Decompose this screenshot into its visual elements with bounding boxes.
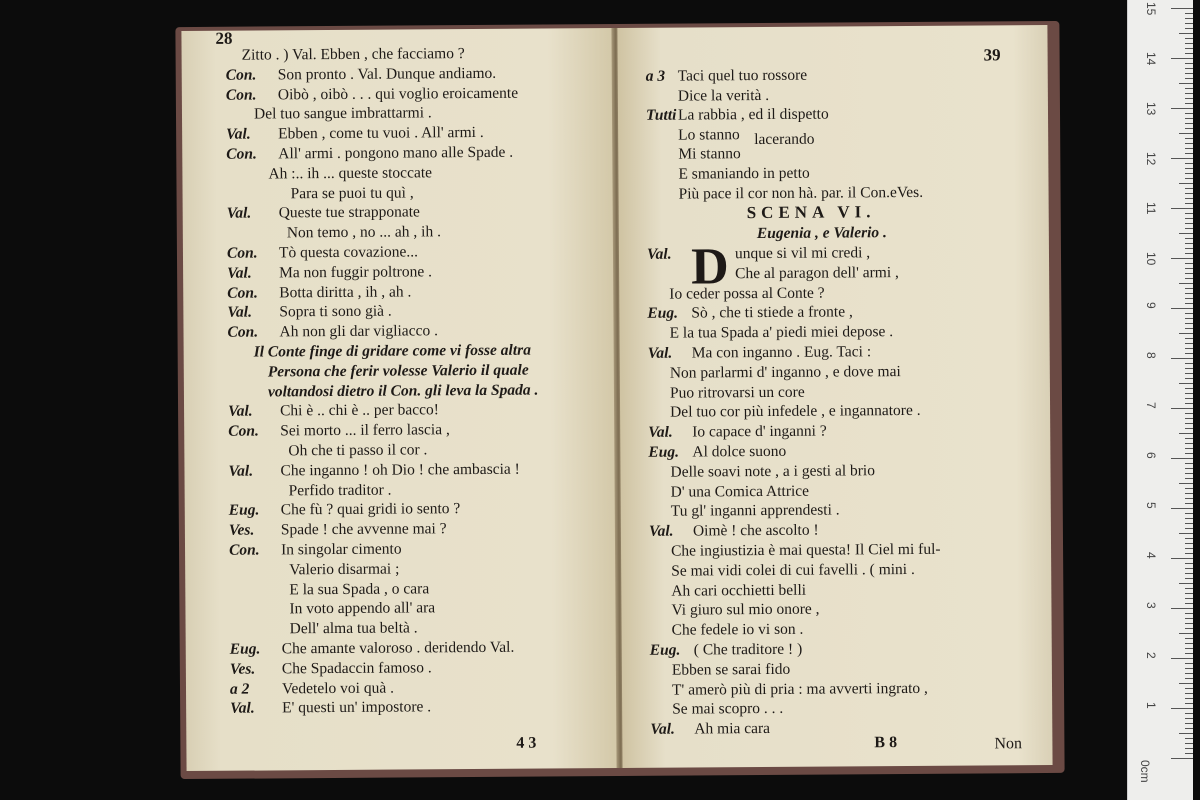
ruler-tick xyxy=(1185,343,1193,344)
ruler-tick xyxy=(1185,253,1193,254)
verse-line: Mi stanno xyxy=(678,145,741,163)
ruler-number: 2 xyxy=(1144,652,1158,659)
ruler-tick xyxy=(1185,413,1193,414)
ruler-tick xyxy=(1185,198,1193,199)
ruler-tick xyxy=(1179,133,1193,134)
ruler-tick xyxy=(1185,738,1193,739)
speaker-label: Ves. xyxy=(228,521,255,539)
verse-line: Che fedele io vi son . xyxy=(671,620,804,639)
ruler-tick xyxy=(1185,223,1193,224)
dropcap-letter: D xyxy=(690,238,729,296)
ruler-tick xyxy=(1171,158,1193,159)
speaker-label: Eug. xyxy=(228,501,260,520)
ruler-number: 15 xyxy=(1144,2,1158,16)
ruler-tick xyxy=(1185,428,1193,429)
verse-line: Tu gl' inganni apprendesti . xyxy=(670,501,840,521)
ruler-tick xyxy=(1185,468,1193,469)
ruler-number: 9 xyxy=(1144,302,1158,309)
ruler-tick xyxy=(1185,538,1193,539)
ruler-tick xyxy=(1185,548,1193,549)
ruler-tick xyxy=(1179,483,1193,484)
ruler-tick xyxy=(1185,43,1193,44)
ruler-tick xyxy=(1185,653,1193,654)
ruler-tick xyxy=(1185,193,1193,194)
speaker-label: Eug. xyxy=(648,443,680,461)
ruler-tick xyxy=(1185,698,1193,699)
ruler-tick xyxy=(1185,488,1193,489)
ruler-tick xyxy=(1171,658,1193,659)
ruler-tick xyxy=(1185,13,1193,14)
speaker-label: Con. xyxy=(225,86,257,104)
verse-line: Io ceder possa al Conte ? xyxy=(669,284,825,303)
speaker-label: Con. xyxy=(227,323,259,341)
ruler-tick xyxy=(1185,78,1193,79)
ruler-tick xyxy=(1185,23,1193,24)
ruler-tick xyxy=(1185,318,1193,319)
verse-line: Ebben se sarai fido xyxy=(671,660,791,679)
ruler-tick xyxy=(1171,708,1193,709)
verse-line: Sopra ti sono già . xyxy=(279,302,392,321)
ruler-tick xyxy=(1185,263,1193,264)
speaker-label: a 2 xyxy=(229,680,250,698)
speaker-label: Con. xyxy=(226,244,258,262)
verse-line: Delle soavi note , a i gesti al brio xyxy=(670,462,876,481)
ruler-number: 4 xyxy=(1144,552,1158,559)
ruler-tick xyxy=(1185,313,1193,314)
ruler-tick xyxy=(1185,218,1193,219)
verse-line: In singolar cimento xyxy=(280,540,402,559)
verse-line: Il Conte finge di gridare come vi fosse altra xyxy=(253,341,531,361)
ruler-tick xyxy=(1185,618,1193,619)
ruler-tick xyxy=(1185,18,1193,19)
verse-line: Dice la verità . xyxy=(677,86,770,105)
ruler-tick xyxy=(1185,123,1193,124)
ruler-tick xyxy=(1185,63,1193,64)
verse-line: Del tuo cor più infedele , e ingannatore . xyxy=(670,402,921,422)
ruler-tick xyxy=(1185,498,1193,499)
ruler-tick xyxy=(1185,68,1193,69)
verse-line: Oimè ! che ascolto ! xyxy=(692,521,819,540)
ruler-tick xyxy=(1185,613,1193,614)
ruler-tick xyxy=(1171,8,1193,9)
speaker-label: Ves. xyxy=(229,660,256,678)
ruler-tick xyxy=(1185,128,1193,129)
speaker-label: Con. xyxy=(228,541,260,559)
ruler-tick xyxy=(1171,608,1193,609)
ruler-tick xyxy=(1171,308,1193,309)
ruler-tick xyxy=(1179,433,1193,434)
verse-line: Ah mia cara xyxy=(694,720,771,738)
ruler-tick xyxy=(1185,203,1193,204)
ruler-tick xyxy=(1185,553,1193,554)
ruler-tick xyxy=(1185,668,1193,669)
verse-line: Che inganno ! oh Dio ! che ambascia ! xyxy=(280,460,520,480)
verse-line: Queste tue strapponate xyxy=(278,203,420,222)
verse-line: La rabbia , ed il dispetto xyxy=(677,105,829,124)
right-page-signature: B 8 xyxy=(874,734,898,752)
ruler-tick xyxy=(1185,163,1193,164)
ruler-tick xyxy=(1171,358,1193,359)
ruler-tick xyxy=(1185,323,1193,324)
ruler-tick xyxy=(1185,338,1193,339)
ruler-tick xyxy=(1185,463,1193,464)
ruler-tick xyxy=(1185,418,1193,419)
ruler-tick xyxy=(1185,743,1193,744)
verse-line: Che ingiustizia è mai questa! Il Ciel mi ful- xyxy=(670,540,941,560)
ruler-tick xyxy=(1185,378,1193,379)
ruler-tick xyxy=(1185,153,1193,154)
verse-line: unque si vil mi credi , xyxy=(734,244,871,263)
ruler-tick xyxy=(1179,583,1193,584)
speaker-label: Val. xyxy=(227,303,253,322)
ruler-number: 7 xyxy=(1144,402,1158,409)
scene-characters: Eugenia , e Valerio . xyxy=(756,224,887,243)
ruler-tick xyxy=(1171,508,1193,509)
ruler-tick xyxy=(1179,83,1193,84)
ruler-tick xyxy=(1185,93,1193,94)
ruler-tick xyxy=(1185,28,1193,29)
verse-line: Para se puoi tu quì , xyxy=(290,184,414,202)
ruler-tick xyxy=(1185,148,1193,149)
ruler-tick xyxy=(1171,458,1193,459)
ruler-tick xyxy=(1185,663,1193,664)
lacerando-word: lacerando xyxy=(754,130,815,149)
ruler-tick xyxy=(1185,563,1193,564)
speaker-label: Val. xyxy=(226,125,251,143)
verse-line: Persona che ferir volesse Valerio il quale xyxy=(267,361,529,381)
speaker-label: Con. xyxy=(226,145,257,163)
ruler-tick xyxy=(1185,598,1193,599)
ruler-tick xyxy=(1185,753,1193,754)
ruler-tick xyxy=(1185,593,1193,594)
verse-line: In voto appendo all' ara xyxy=(289,599,436,618)
verse-line: Se mai vidi colei di cui favelli . ( mini . xyxy=(671,560,915,580)
ruler-tick xyxy=(1185,443,1193,444)
verse-line: voltandosi dietro il Con. gli leva la Spada . xyxy=(267,381,539,401)
verse-line: E' questi un' impostore . xyxy=(282,698,432,717)
ruler-tick xyxy=(1185,98,1193,99)
verse-line: Vi giuro sul mio onore , xyxy=(671,601,820,620)
ruler-tick xyxy=(1185,248,1193,249)
ruler-tick xyxy=(1185,493,1193,494)
speaker-label: Tutti xyxy=(645,106,677,124)
speaker-label: Con. xyxy=(225,66,257,84)
verse-line: Io capace d' inganni ? xyxy=(692,422,827,441)
verse-line: Chi è .. chi è .. per bacco! xyxy=(280,401,439,420)
ruler-number: 14 xyxy=(1144,52,1158,66)
ruler-tick xyxy=(1185,518,1193,519)
ruler-tick xyxy=(1185,243,1193,244)
ruler-tick xyxy=(1185,73,1193,74)
verse-line: Ah :.. ih ... queste stoccate xyxy=(268,164,433,183)
verse-line: Valerio disarmai ; xyxy=(289,560,400,579)
ruler-tick xyxy=(1185,678,1193,679)
speaker-label: Val. xyxy=(230,699,255,718)
verse-line: D' una Comica Attrice xyxy=(670,482,810,501)
ruler-tick xyxy=(1171,208,1193,209)
ruler-tick xyxy=(1185,478,1193,479)
right-page-number: 39 xyxy=(983,45,1001,65)
ruler-tick xyxy=(1185,373,1193,374)
ruler-tick xyxy=(1185,293,1193,294)
verse-line: Ma con inganno . Eug. Taci : xyxy=(691,343,872,362)
ruler-tick xyxy=(1185,423,1193,424)
scene-title: SCENA VI. xyxy=(746,202,876,223)
measuring-ruler xyxy=(1127,0,1193,800)
ruler-tick xyxy=(1185,728,1193,729)
ruler-tick xyxy=(1179,183,1193,184)
ruler-tick xyxy=(1185,48,1193,49)
ruler-tick xyxy=(1185,693,1193,694)
ruler-tick xyxy=(1185,513,1193,514)
verse-line: Lo stanno xyxy=(678,125,740,144)
ruler-tick xyxy=(1179,283,1193,284)
ruler-tick xyxy=(1185,173,1193,174)
ruler-tick xyxy=(1185,113,1193,114)
ruler-tick xyxy=(1185,438,1193,439)
catchword: Non xyxy=(994,735,1023,753)
ruler-tick xyxy=(1185,138,1193,139)
ruler-tick xyxy=(1179,383,1193,384)
verse-line: Son pronto . Val. Dunque andiamo. xyxy=(277,64,497,84)
verse-line: Dell' alma tua beltà . xyxy=(289,619,418,638)
ruler-tick xyxy=(1185,748,1193,749)
ruler-tick xyxy=(1185,298,1193,299)
verse-line: Vedetelo voi quà . xyxy=(281,679,394,697)
ruler-tick xyxy=(1185,638,1193,639)
ruler-tick xyxy=(1185,88,1193,89)
ruler-tick xyxy=(1185,328,1193,329)
speaker-label: Eug. xyxy=(229,640,261,658)
ruler-tick xyxy=(1185,643,1193,644)
verse-line: Sei morto ... il ferro lascia , xyxy=(280,421,450,440)
verse-line: Che fù ? quai gridi io sento ? xyxy=(280,500,461,519)
ruler-tick xyxy=(1185,603,1193,604)
ruler-tick xyxy=(1185,268,1193,269)
ruler-number: 12 xyxy=(1144,152,1158,166)
ruler-tick xyxy=(1185,273,1193,274)
ruler-tick xyxy=(1185,168,1193,169)
verse-line: Ah non gli dar vigliacco . xyxy=(279,322,438,341)
ruler-number: 11 xyxy=(1144,202,1158,215)
ruler-tick xyxy=(1185,353,1193,354)
ruler-tick xyxy=(1185,188,1193,189)
verse-line: Spade ! che avvenne mai ? xyxy=(280,520,447,539)
verse-line: Oibò , oibò . . . qui voglio eroicamente xyxy=(277,84,519,103)
ruler-tick xyxy=(1171,408,1193,409)
ruler-number: 1 xyxy=(1144,702,1158,709)
ruler-tick xyxy=(1185,213,1193,214)
ruler-unit: 0cm xyxy=(1138,760,1152,783)
ruler-tick xyxy=(1185,403,1193,404)
verse-line: Tò questa covazione... xyxy=(278,243,419,262)
verse-line: Che al paragon dell' armi , xyxy=(735,263,899,282)
ruler-tick xyxy=(1171,108,1193,109)
ruler-tick xyxy=(1179,533,1193,534)
left-page-signature: 4 3 xyxy=(516,734,537,752)
ruler-number: 8 xyxy=(1144,352,1158,359)
ruler-tick xyxy=(1185,228,1193,229)
ruler-tick xyxy=(1185,238,1193,239)
ruler-tick xyxy=(1185,718,1193,719)
verse-line: Botta diritta , ih , ah . xyxy=(279,283,412,301)
verse-line: Del tuo sangue imbrattarmi . xyxy=(253,104,432,123)
verse-line: Che Spadaccin famoso . xyxy=(281,659,432,678)
verse-line: Oh che ti passo il cor . xyxy=(288,441,428,460)
left-page-number: 28 xyxy=(215,28,233,48)
verse-line: E la tua Spada a' piedi miei depose . xyxy=(669,323,894,342)
speaker-label: Val. xyxy=(647,344,673,362)
verse-line: Puo ritrovarsi un core xyxy=(669,383,805,402)
ruler-tick xyxy=(1185,398,1193,399)
speaker-label: Val. xyxy=(646,245,672,263)
verse-line: E smaniando in petto xyxy=(678,164,810,183)
ruler-tick xyxy=(1185,368,1193,369)
ruler-tick xyxy=(1185,703,1193,704)
verse-line: Ah cari occhietti belli xyxy=(671,581,807,600)
ruler-tick xyxy=(1185,348,1193,349)
speaker-label: Val. xyxy=(648,522,674,540)
ruler-tick xyxy=(1185,713,1193,714)
ruler-tick xyxy=(1185,543,1193,544)
ruler-tick xyxy=(1185,673,1193,674)
ruler-tick xyxy=(1185,38,1193,39)
ruler-tick xyxy=(1185,53,1193,54)
ruler-tick xyxy=(1185,278,1193,279)
speaker-label: Val. xyxy=(227,264,252,282)
ruler-number: 6 xyxy=(1144,452,1158,459)
verse-line: Non parlarmi d' inganno , e dove mai xyxy=(669,362,901,382)
ruler-tick xyxy=(1185,528,1193,529)
ruler-tick xyxy=(1179,633,1193,634)
ruler-tick xyxy=(1185,588,1193,589)
ruler-tick xyxy=(1185,503,1193,504)
ruler-number: 10 xyxy=(1144,252,1158,266)
verse-line: Taci quel tuo rossore xyxy=(677,66,808,85)
ruler-number: 3 xyxy=(1144,602,1158,609)
ruler-tick xyxy=(1185,453,1193,454)
verse-line: Se mai scopro . . . xyxy=(672,700,784,719)
ruler-tick xyxy=(1185,523,1193,524)
ruler-number: 13 xyxy=(1144,102,1158,116)
verse-line: Sò , che ti stiede a fronte , xyxy=(691,303,853,322)
ruler-tick xyxy=(1185,178,1193,179)
ruler-number: 5 xyxy=(1144,502,1158,509)
verse-line: Che amante valoroso . deridendo Val. xyxy=(281,638,515,658)
ruler-tick xyxy=(1185,578,1193,579)
verse-line: ( Che traditore ! ) xyxy=(693,640,803,659)
ruler-tick xyxy=(1185,628,1193,629)
ruler-tick xyxy=(1185,573,1193,574)
speaker-label: Val. xyxy=(648,423,673,441)
ruler-tick xyxy=(1185,568,1193,569)
speaker-label: Val. xyxy=(226,204,252,223)
left-page xyxy=(181,28,618,771)
verse-line: Al dolce suono xyxy=(692,442,787,461)
ruler-tick xyxy=(1171,758,1193,759)
ruler-tick xyxy=(1179,333,1193,334)
ruler-tick xyxy=(1171,258,1193,259)
ruler-tick xyxy=(1185,473,1193,474)
verse-line: E la sua Spada , o cara xyxy=(289,579,430,598)
ruler-tick xyxy=(1185,288,1193,289)
ruler-tick xyxy=(1185,393,1193,394)
speaker-label: Con. xyxy=(227,284,258,302)
verse-line: Più pace il cor non hà. par. il Con.eVes. xyxy=(678,183,924,203)
ruler-tick xyxy=(1185,648,1193,649)
ruler-tick xyxy=(1179,33,1193,34)
verse-line: Non temo , no ... ah , ih . xyxy=(286,223,442,242)
ruler-tick xyxy=(1179,733,1193,734)
ruler-tick xyxy=(1185,143,1193,144)
ruler-tick xyxy=(1179,683,1193,684)
ruler-tick xyxy=(1171,58,1193,59)
right-page xyxy=(617,25,1052,768)
verse-line: T' amerò più di pria : ma avverti ingrato , xyxy=(671,679,928,699)
open-book xyxy=(175,21,1064,779)
verse-line: Zitto . ) Val. Ebben , che facciamo ? xyxy=(241,45,465,64)
ruler-tick xyxy=(1185,363,1193,364)
speaker-label: Val. xyxy=(650,720,675,738)
ruler-tick xyxy=(1185,103,1193,104)
verse-line: All' armi . pongono mano alle Spade . xyxy=(278,143,514,163)
speaker-label: Val. xyxy=(228,462,254,480)
ruler-tick xyxy=(1185,448,1193,449)
ruler-tick xyxy=(1185,723,1193,724)
verse-line: Ma non fuggir poltrone . xyxy=(279,263,432,282)
ruler-tick xyxy=(1185,688,1193,689)
ruler-tick xyxy=(1185,388,1193,389)
speaker-label: Val. xyxy=(228,402,253,421)
ruler-tick xyxy=(1185,623,1193,624)
speaker-label: Eug. xyxy=(647,304,679,323)
speaker-label: Con. xyxy=(228,422,259,440)
ruler-tick xyxy=(1185,118,1193,119)
verse-line: Perfido traditor . xyxy=(288,481,392,499)
verse-line: Ebben , come tu vuoi . All' armi . xyxy=(278,124,484,143)
ruler-tick xyxy=(1171,558,1193,559)
speaker-label: a 3 xyxy=(645,67,666,85)
ruler-tick xyxy=(1179,233,1193,234)
ruler-tick xyxy=(1185,303,1193,304)
speaker-label: Eug. xyxy=(649,641,681,659)
